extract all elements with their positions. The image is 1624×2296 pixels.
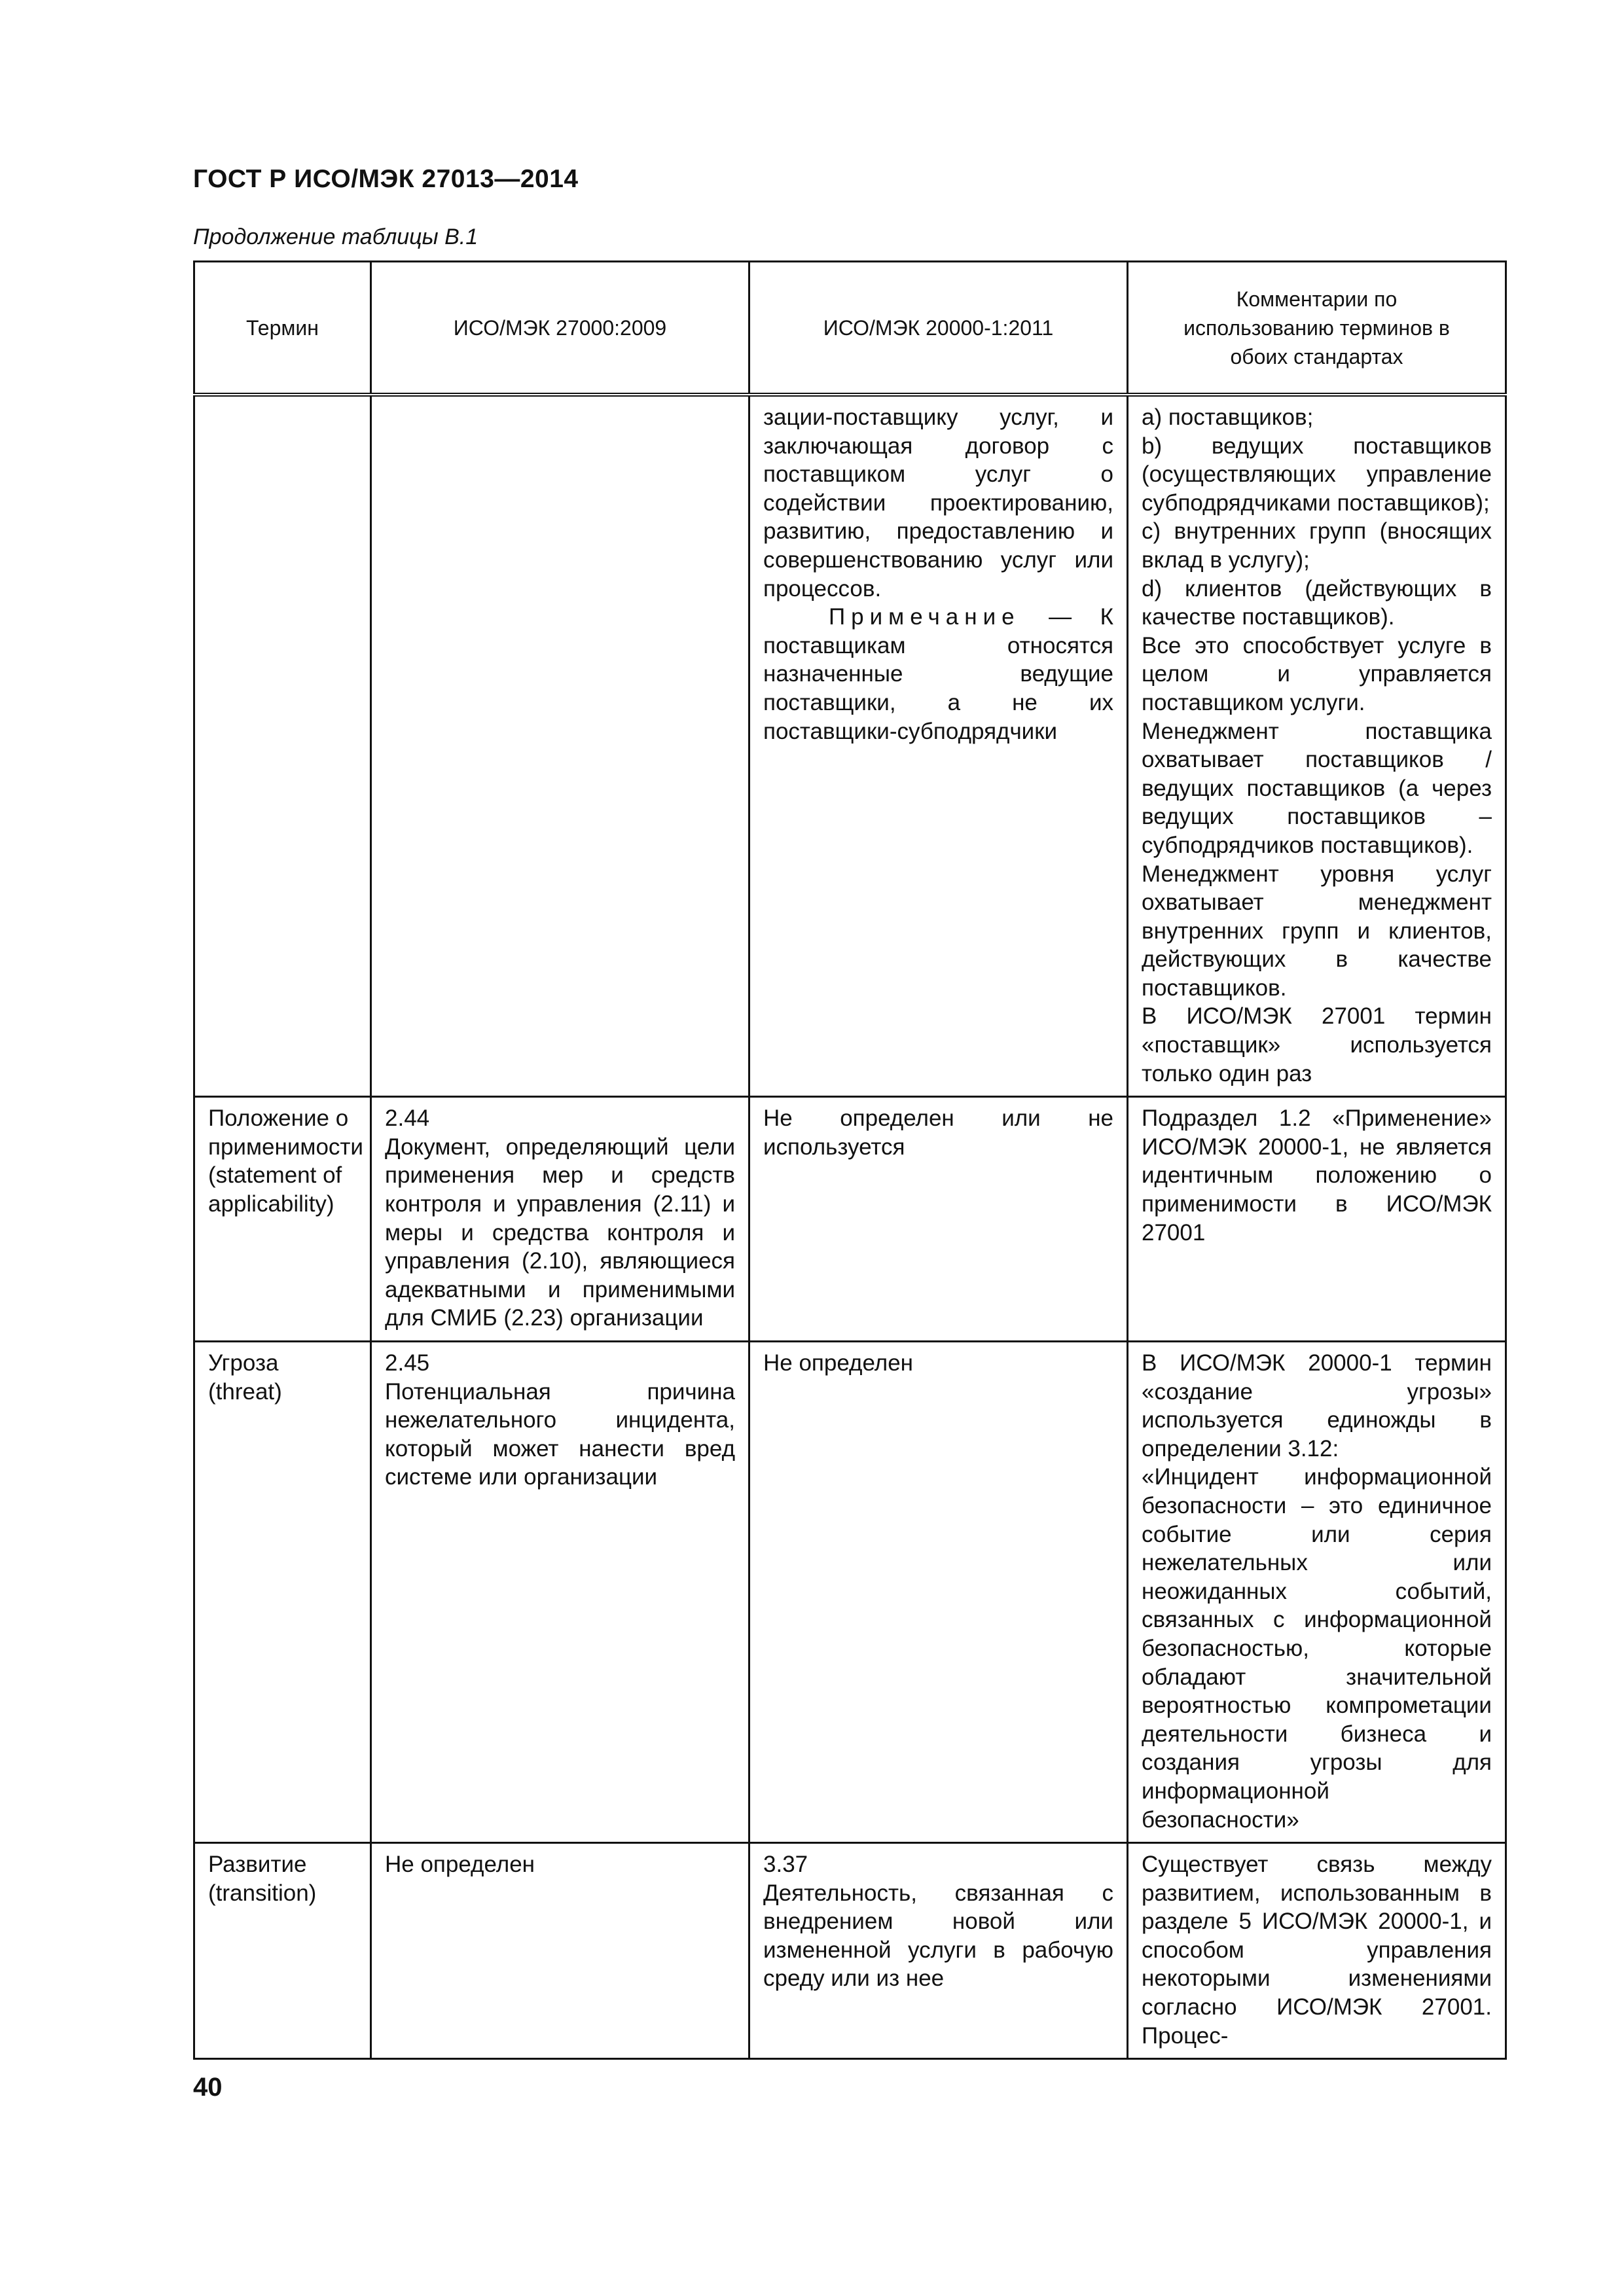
definition-note bbox=[763, 603, 1113, 745]
header-iso27000: ИСО/МЭК 27000:2009 bbox=[371, 262, 749, 395]
definition-number: 2.45 bbox=[385, 1350, 430, 1376]
header-term: Термин bbox=[194, 262, 371, 395]
header-iso20000: ИСО/МЭК 20000-1:2011 bbox=[749, 262, 1128, 395]
cell-iso27000: Не определен bbox=[371, 1843, 749, 2059]
terms-table bbox=[193, 260, 1507, 2060]
comment-line: Существует связь между развитием, использованным в разделе 5 ИСО/МЭК 20000-1, и способом управления некоторыми изменениями согласно ИСО/МЭК 27001. Процес- bbox=[1142, 1852, 1492, 2049]
comment-line: «Инцидент информационной безопасности – это единичное событие или серия нежелательных или неожиданных событий, связанных с информационной безопасностью, которые обладают значительной вероятностью компрометации деятельности бизнеса и создания угрозы для информационной безопасности» bbox=[1142, 1464, 1492, 1833]
note-text: — К поставщикам относятся назначенные ведущие поставщики, а не их поставщики-субподрядчики bbox=[763, 604, 1113, 744]
comment-line: d) клиентов (действующих в качестве поставщиков). bbox=[1142, 575, 1492, 630]
comment-line: В ИСО/МЭК 20000-1 термин «создание угрозы» используется единожды в определении 3.12: bbox=[1142, 1350, 1492, 1462]
table-row bbox=[194, 1843, 1506, 2059]
table-continuation-caption: Продолжение таблицы В.1 bbox=[193, 224, 478, 249]
cell-term: Развитие (transition) bbox=[194, 1843, 371, 2059]
cell-iso27000 bbox=[371, 1342, 749, 1843]
definition-number: 3.37 bbox=[763, 1852, 808, 1878]
cell-comments bbox=[1128, 1097, 1506, 1342]
cell-iso20000: Не определен или не используется bbox=[749, 1097, 1128, 1342]
comment-line: c) внутренних групп (вносящих вклад в услугу); bbox=[1142, 518, 1492, 573]
table-row bbox=[194, 395, 1506, 1097]
definition-text: Деятельность, связанная с внедрением новой или измененной услуги в рабочую среду или из нее bbox=[763, 1880, 1113, 1992]
cell-iso20000: Не определен bbox=[749, 1342, 1128, 1843]
table-header-row bbox=[194, 262, 1506, 395]
cell-iso20000 bbox=[749, 395, 1128, 1097]
comment-line: Менеджмент уровня услуг охватывает менеджмент внутренних групп и клиентов, действующих в качестве поставщиков. bbox=[1142, 861, 1492, 1001]
document-header: ГОСТ Р ИСО/МЭК 27013—2014 bbox=[193, 165, 579, 193]
comment-line: Все это способствует услуге в целом и управляется поставщиком услуги. bbox=[1142, 632, 1492, 715]
table-row bbox=[194, 1097, 1506, 1342]
definition-text: зации-поставщику услуг, и заключающая договор с поставщиком услуг о содействии проектированию, развитию, предоставлению и совершенствованию услуг или процессов. bbox=[763, 404, 1113, 601]
cell-comments bbox=[1128, 1342, 1506, 1843]
cell-iso27000 bbox=[371, 1097, 749, 1342]
definition-text: Потенциальная причина нежелательного инцидента, который может нанести вред системе или организации bbox=[385, 1378, 735, 1490]
cell-iso27000 bbox=[371, 395, 749, 1097]
cell-comments bbox=[1128, 395, 1506, 1097]
comment-line: Менеджмент поставщика охватывает поставщиков / ведущих поставщиков (а через ведущих поставщиков – субподрядчиков поставщиков). bbox=[1142, 718, 1492, 858]
page-number: 40 bbox=[193, 2073, 223, 2102]
cell-term: Угроза (threat) bbox=[194, 1342, 371, 1843]
definition-number: 2.44 bbox=[385, 1105, 430, 1132]
comment-line: Подраздел 1.2 «Применение» ИСО/МЭК 20000-1, не является идентичным положению о применимости в ИСО/МЭК 27001 bbox=[1142, 1105, 1492, 1246]
comment-line: b) ведущих поставщиков (осуществляющих управление субподрядчиками поставщиков); bbox=[1142, 433, 1492, 516]
definition-text: Документ, определяющий цели применения мер и средств контроля и управления (2.11) и меры и средства контроля и управления (2.10), являющиеся адекватными и применимыми для СМИБ (2.23) организации bbox=[385, 1134, 735, 1331]
note-label: Примечание bbox=[829, 604, 1020, 630]
comment-line: а) поставщиков; bbox=[1142, 404, 1314, 430]
table-row bbox=[194, 1342, 1506, 1843]
header-comments: Комментарии по использованию терминов в обоих стандартах bbox=[1128, 262, 1506, 395]
cell-iso20000 bbox=[749, 1843, 1128, 2059]
cell-comments bbox=[1128, 1843, 1506, 2059]
cell-term bbox=[194, 395, 371, 1097]
comment-line: В ИСО/МЭК 27001 термин «поставщик» используется только один раз bbox=[1142, 1003, 1492, 1086]
cell-term: Положение о применимости (statement of applicability) bbox=[194, 1097, 371, 1342]
